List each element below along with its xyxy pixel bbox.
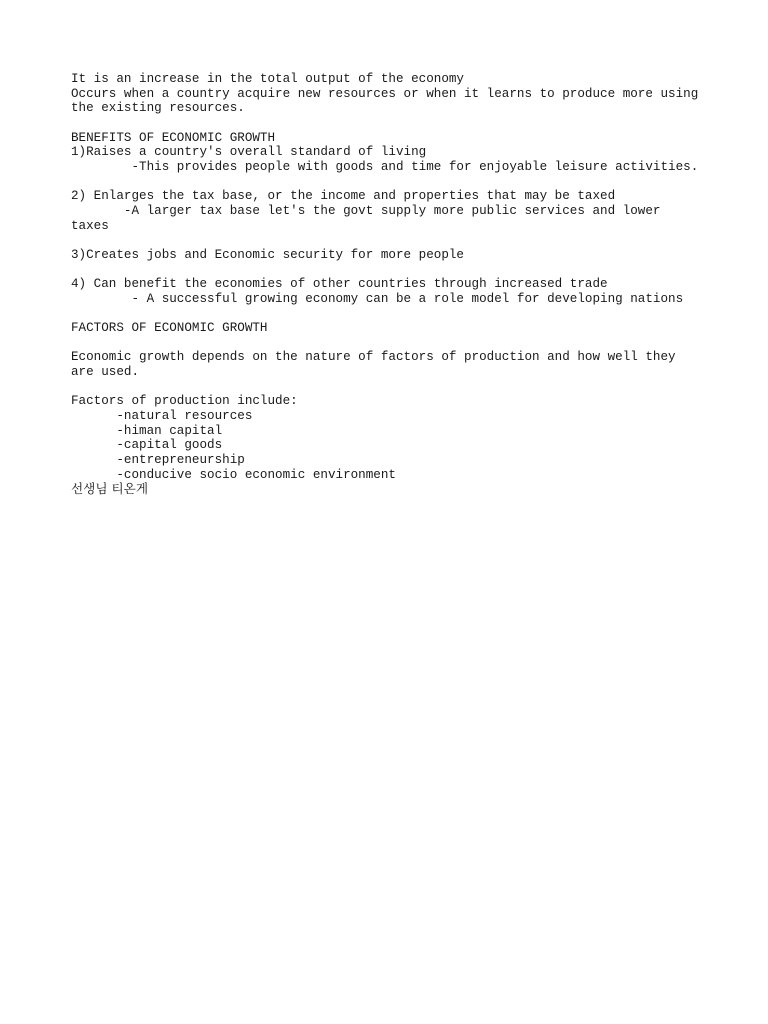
text-line: -This provides people with goods and time for enjoyable leisure activities. [71,159,699,174]
section-heading-factors: FACTORS OF ECONOMIC GROWTH [71,321,268,336]
text-line: Occurs when a country acquire new resources or when it learns to produce more using [71,86,699,101]
text-line: taxes [71,218,109,233]
blank-line [71,336,711,351]
blank-line [71,233,711,248]
signature-line: 선생님 티온게 [71,481,148,497]
list-item: -conducive socio economic environment [71,467,396,482]
list-item: -himan capital [71,423,223,438]
document-body [71,72,711,497]
blank-line [71,380,711,395]
text-line: 4) Can benefit the economies of other countries through increased trade [71,277,608,292]
text-line: 2) Enlarges the tax base, or the income and properties that may be taxed [71,189,616,204]
text-line: Factors of production include: [71,394,298,409]
blank-line [71,306,711,321]
blank-line [71,116,711,131]
text-line: 3)Creates jobs and Economic security for more people [71,247,464,262]
list-item: -natural resources [71,408,253,423]
text-line: the existing resources. [71,101,245,116]
text-line: It is an increase in the total output of the economy [71,72,464,86]
blank-line [71,175,711,190]
section-heading-benefits: BENEFITS OF ECONOMIC GROWTH [71,130,276,145]
list-item: -entrepreneurship [71,452,245,467]
text-line: -A larger tax base let's the govt supply more public services and lower [71,203,661,218]
text-line: are used. [71,365,140,380]
text-line: Economic growth depends on the nature of factors of production and how well they [71,350,676,365]
blank-line [71,262,711,277]
text-line: - A successful growing economy can be a role model for developing nations [71,291,684,306]
text-line: 1)Raises a country's overall standard of living [71,145,427,160]
list-item: -capital goods [71,438,223,453]
